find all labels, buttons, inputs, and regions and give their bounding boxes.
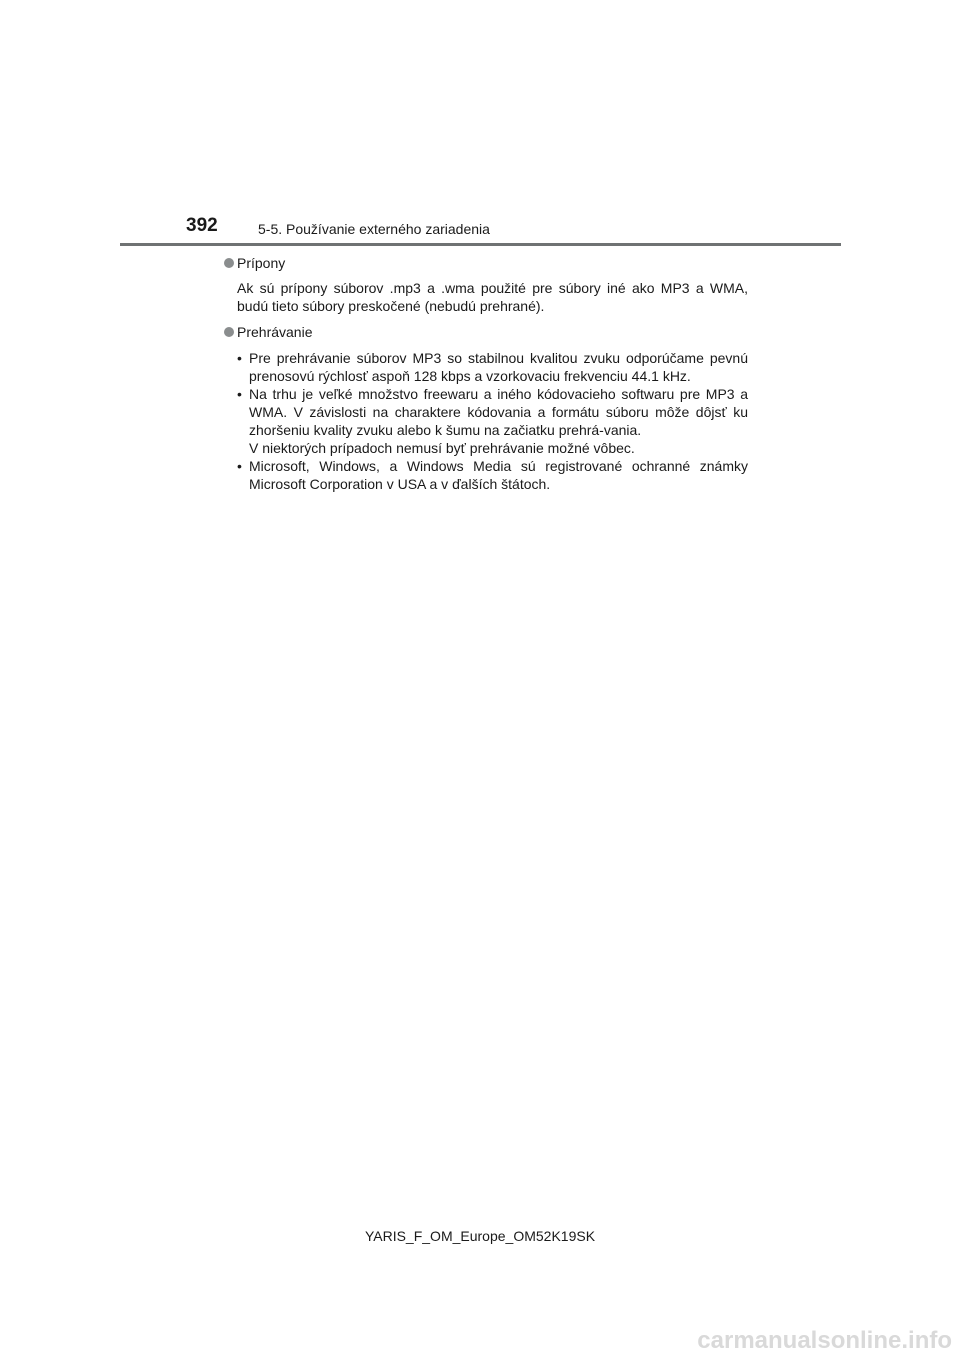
header-divider [120, 243, 841, 246]
section-heading-text: Prehrávanie [237, 324, 313, 340]
section-heading-suffixes [222, 254, 748, 272]
list-item [237, 457, 748, 493]
watermark: carmanualsonline.info [697, 1327, 952, 1354]
list-item-text: Na trhu je veľké množstvo freewaru a iného kódovacieho softwaru pre MP3 a WMA. V závislosti na charaktere kódovania a formátu súboru môže dôjsť ku zhoršeniu kvality zvuku alebo k šumu na začiatku prehrá-vania. [249, 386, 748, 438]
bullet-circle-icon [224, 327, 234, 337]
list-item [237, 349, 748, 385]
playback-list [222, 349, 748, 493]
bullet-circle-icon [224, 258, 234, 268]
section-paragraph: Ak sú prípony súborov .mp3 a .wma použité pre súbory iné ako MP3 a WMA, budú tieto súbory preskočené (nebudú prehrané). [237, 280, 748, 314]
list-item-text: Microsoft, Windows, a Windows Media sú registrované ochranné známky Microsoft Corporation v USA a v ďalších štátoch. [249, 458, 748, 492]
section-title: 5-5. Používanie externého zariadenia [258, 221, 490, 237]
list-bullet: • [237, 386, 242, 402]
page-number: 392 [186, 215, 218, 236]
list-item-text: Pre prehrávanie súborov MP3 so stabilnou kvalitou zvuku odporúčame pevnú prenosovú rýchlosť aspoň 128 kbps a vzorkovaciu frekvenciu 44.1 kHz. [249, 350, 748, 384]
list-bullet: • [237, 458, 242, 474]
document-code: YARIS_F_OM_Europe_OM52K19SK [364, 1228, 596, 1244]
section-heading-playback [222, 323, 748, 341]
section-heading-text: Prípony [237, 255, 286, 271]
list-item-note: V niektorých prípadoch nemusí byť prehrávanie možné vôbec. [249, 440, 635, 456]
list-item [237, 385, 748, 457]
list-bullet: • [237, 350, 242, 366]
page-content [222, 254, 748, 493]
